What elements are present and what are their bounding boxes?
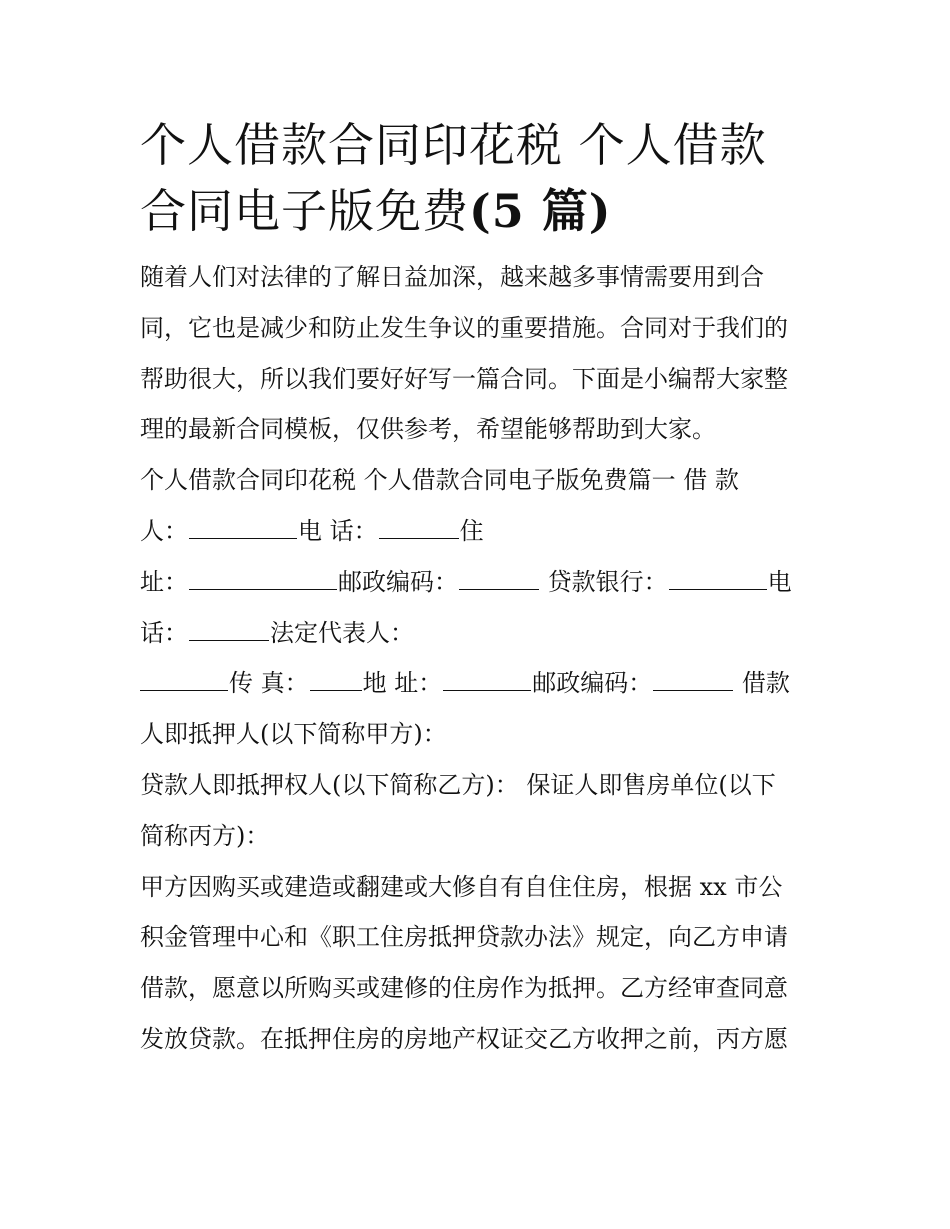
title-line-1: 个人借款合同印花税 个人借款 — [140, 118, 767, 172]
postcode-label: 邮政编码： — [338, 567, 458, 596]
form-line-borrower — [140, 506, 820, 557]
legal-rep-blank — [140, 670, 228, 691]
section-heading: 个人借款合同印花税 个人借款合同电子版免费篇一 借 款 — [140, 466, 739, 495]
body-line: 人即抵押人(以下简称甲方)： — [140, 720, 447, 749]
phone-label-end: 话： — [140, 618, 188, 647]
address-label-end: 址： — [140, 567, 188, 596]
body-line: 理的最新合同模板，仅供参考，希望能够帮助到大家。 — [140, 415, 716, 444]
body-line: 积金管理中心和《职工住房抵押贷款办法》规定，向乙方申请 — [140, 923, 788, 952]
body-line: 借款，愿意以所购买或建修的住房作为抵押。乙方经审查同意 — [140, 974, 788, 1003]
borrower-blank — [189, 518, 297, 539]
body-line: 简称丙方)： — [140, 821, 270, 850]
body-line: 甲方因购买或建造或翻建或大修自有自住住房，根据 xx 市公 — [140, 872, 783, 901]
fax-blank — [310, 670, 362, 691]
phone2-blank — [189, 620, 269, 641]
form-line-fax — [140, 658, 820, 709]
fax-label: 传 真： — [229, 669, 309, 698]
address2-label: 地 址： — [362, 669, 443, 698]
body-line: 随着人们对法律的了解日益加深，越来越多事情需要用到合 — [140, 263, 764, 291]
legal-rep-label: 法定代表人： — [270, 618, 414, 647]
title-count: (5 篇) — [469, 184, 612, 238]
lender-bank-blank — [669, 569, 767, 590]
phone-label-start: 电 — [767, 567, 792, 596]
body-line: 帮助很大，所以我们要好好写一篇合同。下面是小编帮大家整 — [140, 364, 788, 393]
document-title — [140, 112, 820, 244]
borrower-label: 人： — [140, 516, 188, 545]
form-line-representative — [140, 608, 820, 659]
borrower2-label-start: 借款 — [734, 669, 790, 698]
form-line-address — [140, 557, 820, 608]
phone-label: 电 话： — [298, 516, 378, 545]
postcode2-label: 邮政编码： — [532, 669, 653, 698]
body-line: 同，它也是减少和防止发生争议的重要措施。合同对于我们的 — [140, 313, 788, 342]
body-line: 发放贷款。在抵押住房的房地产权证交乙方收押之前，丙方愿 — [140, 1024, 788, 1053]
title-line-2: 合同电子版免费 — [140, 184, 469, 238]
address-label-start: 住 — [459, 516, 484, 545]
postcode-blank — [459, 569, 539, 590]
lender-bank-label: 贷款银行： — [540, 567, 668, 596]
postcode2-blank — [653, 670, 733, 691]
body-line: 贷款人即抵押权人(以下简称乙方)： 保证人即售房单位(以下 — [140, 770, 776, 799]
address2-blank — [443, 670, 531, 691]
address-blank — [189, 569, 337, 590]
phone-blank — [379, 518, 459, 539]
document-page — [140, 112, 820, 1065]
